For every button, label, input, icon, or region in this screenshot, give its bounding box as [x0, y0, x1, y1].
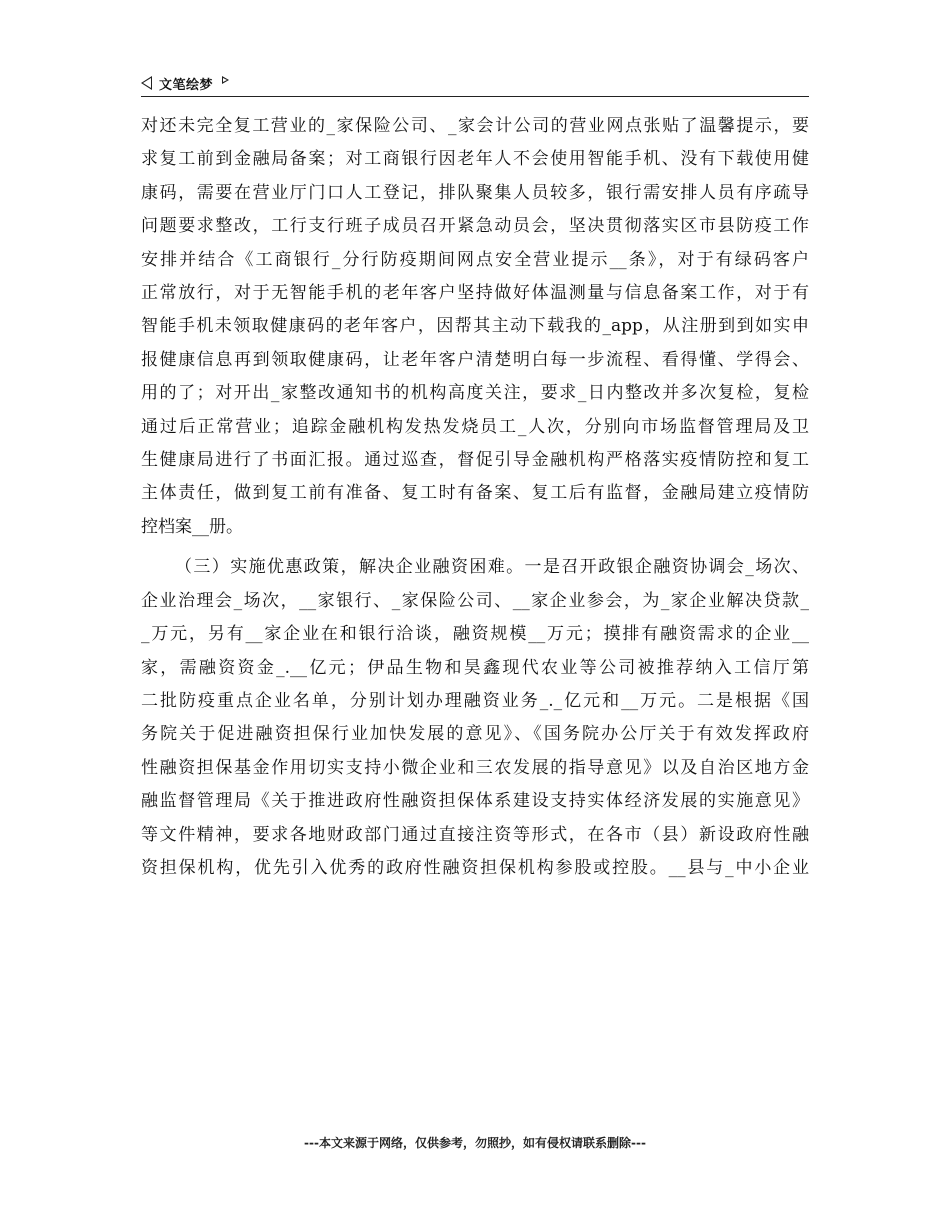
text-line: 主体责任，做到复工前有准备、复工时有备案、复工后有监督，金融局建立疫情防: [141, 483, 809, 504]
text-line: 控档案__册。: [141, 516, 243, 537]
text-line: 等文件精神，要求各地财政部门通过直接注资等形式，在各市（县）新设政府性融: [141, 824, 809, 845]
text-line: 对还未完全复工营业的_家保险公司、_家会计公司的营业网点张贴了温馨提示，要: [141, 116, 809, 136]
text-line: （三）实施优惠政策，解决企业融资困难。一是召开政银企融资协调会_场次、: [175, 557, 809, 578]
text-line: 资担保机构，优先引入优秀的政府性融资担保机构参股或控股。__县与_中小企业: [141, 857, 809, 878]
text-line: 性融资担保基金作用切实支持小微企业和三农发展的指导意见》以及自治区地方金: [141, 757, 809, 778]
text-line: 智能手机未领取健康码的老年客户，因帮其主动下载我的_app，从注册到到如实申: [141, 316, 809, 337]
text-line: 企业治理会_场次，__家银行、_家保险公司、__家企业参会，为_家企业解决贷款_: [141, 590, 809, 611]
text-line: 通过后正常营业；追踪金融机构发热发烧员工_人次，分别向市场监督管理局及卫: [141, 416, 809, 437]
text-line: 用的了；对开出_家整改通知书的机构高度关注，要求_日内整改并多次复检，复检: [141, 383, 809, 404]
text-line: 生健康局进行了书面汇报。通过巡查，督促引导金融机构严格落实疫情防控和复工: [141, 450, 809, 471]
triangle-right-icon: [222, 76, 229, 84]
page-footer: ---本文来源于网络，仅供参考，勿照抄，如有侵权请联系删除---: [304, 1136, 646, 1150]
page-header: [141, 70, 809, 97]
triangle-left-icon: [141, 76, 152, 90]
text-line: 二批防疫重点企业名单，分别计划办理融资业务_._亿元和__万元。二是根据《国: [141, 690, 809, 711]
text-line: 安排并结合《工商银行_分行防疫期间网点安全营业提示__条》，对于有绿码客户: [141, 249, 809, 270]
text-line: 报健康信息再到领取健康码，让老年客户清楚明白每一步流程、看得懂、学得会、: [141, 349, 809, 370]
header-brand: 文笔绘梦: [159, 77, 214, 93]
paragraph-2: [141, 551, 809, 885]
text-line: 康码，需要在营业厅门口人工登记，排队聚集人员较多，银行需安排人员有序疏导: [141, 182, 809, 203]
text-line: 家，需融资资金_.__亿元；伊品生物和昊鑫现代农业等公司被推荐纳入工信厅第: [141, 657, 809, 678]
text-line: 正常放行，对于无智能手机的老年客户坚持做好体温测量与信息备案工作，对于有: [141, 283, 809, 304]
paragraph-1: [141, 110, 809, 544]
text-line: 融监督管理局《关于推进政府性融资担保体系建设支持实体经济发展的实施意见》: [141, 791, 809, 812]
document-body: [141, 110, 809, 885]
text-line: 务院关于促进融资担保行业加快发展的意见》、《国务院办公厅关于有效发挥政府: [141, 724, 809, 745]
text-line: 求复工前到金融局备案；对工商银行因老年人不会使用智能手机、没有下载使用健: [141, 149, 809, 170]
text-line: 问题要求整改，工行支行班子成员召开紧急动员会，坚决贯彻落实区市县防疫工作: [141, 216, 809, 237]
text-line: _万元，另有__家企业在和银行洽谈，融资规模__万元；摸排有融资需求的企业__: [141, 624, 809, 645]
